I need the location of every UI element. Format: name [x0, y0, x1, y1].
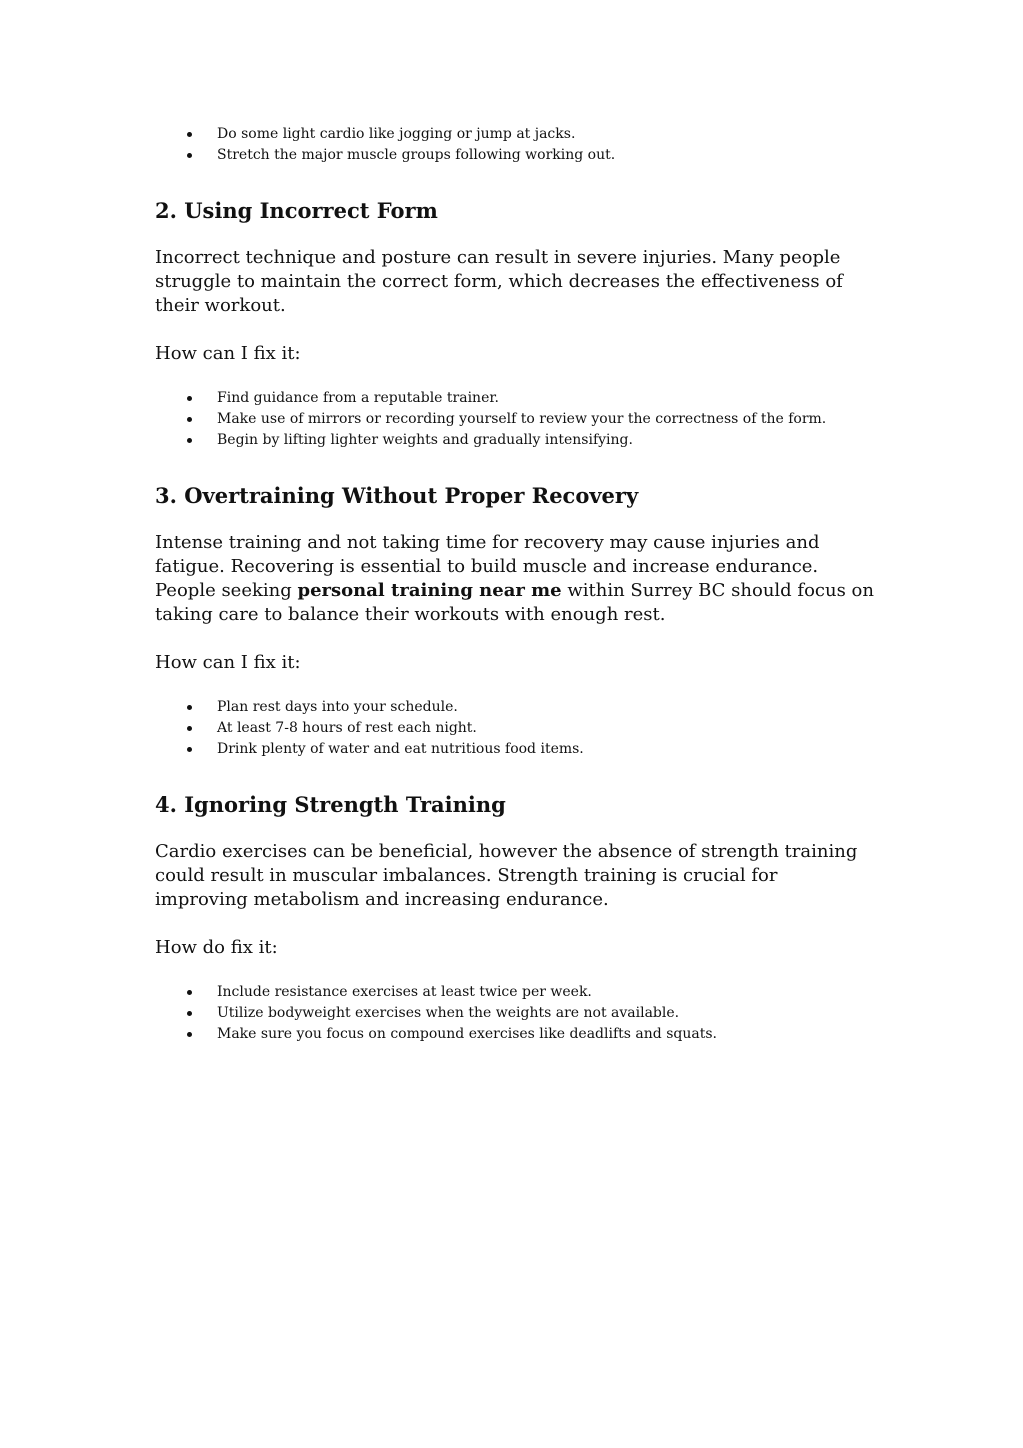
- fix-label: How do fix it:: [155, 937, 278, 958]
- document-content: [155, 124, 875, 1045]
- fix-bullet-list: [155, 697, 875, 760]
- fix-bullet-list: [155, 388, 875, 451]
- paragraph-text: within Surrey BC should focus on taking care to balance their workouts with enough rest.: [155, 580, 874, 625]
- intro-bullet-list: [155, 124, 875, 166]
- section-paragraph: Cardio exercises can be beneficial, however the absence of strength training could result in muscular imbalances. Strength training is crucial for improving metabolism and increasing endurance.: [155, 841, 858, 910]
- list-item: Do some light cardio like jogging or jump at jacks.: [155, 124, 875, 145]
- list-item: Utilize bodyweight exercises when the weights are not available.: [155, 1003, 875, 1024]
- list-item: Stretch the major muscle groups following working out.: [155, 145, 875, 166]
- fix-label: How can I fix it:: [155, 652, 301, 673]
- section-heading-incorrect-form: 2. Using Incorrect Form: [155, 198, 438, 223]
- list-item: Make use of mirrors or recording yourself to review your the correctness of the form.: [155, 409, 875, 430]
- paragraph-bold-keyword: personal training near me: [297, 580, 562, 601]
- section-paragraph: [155, 531, 875, 627]
- paragraph-text: Intense training and not taking time for recovery may cause injuries and fatigue. Recovering is essential to build muscle and increase endurance. People seeking: [155, 532, 820, 601]
- fix-bullet-list: [155, 982, 875, 1045]
- list-item: Find guidance from a reputable trainer.: [155, 388, 875, 409]
- list-item: Make sure you focus on compound exercises like deadlifts and squats.: [155, 1024, 875, 1045]
- list-item: Plan rest days into your schedule.: [155, 697, 875, 718]
- section-heading-overtraining: 3. Overtraining Without Proper Recovery: [155, 483, 639, 508]
- section-paragraph: Incorrect technique and posture can result in severe injuries. Many people struggle to maintain the correct form, which decreases the effectiveness of their workout.: [155, 247, 843, 316]
- section-heading-strength-training: 4. Ignoring Strength Training: [155, 792, 506, 817]
- list-item: Include resistance exercises at least twice per week.: [155, 982, 875, 1003]
- list-item: At least 7-8 hours of rest each night.: [155, 718, 875, 739]
- list-item: Drink plenty of water and eat nutritious food items.: [155, 739, 875, 760]
- list-item: Begin by lifting lighter weights and gradually intensifying.: [155, 430, 875, 451]
- fix-label: How can I fix it:: [155, 343, 301, 364]
